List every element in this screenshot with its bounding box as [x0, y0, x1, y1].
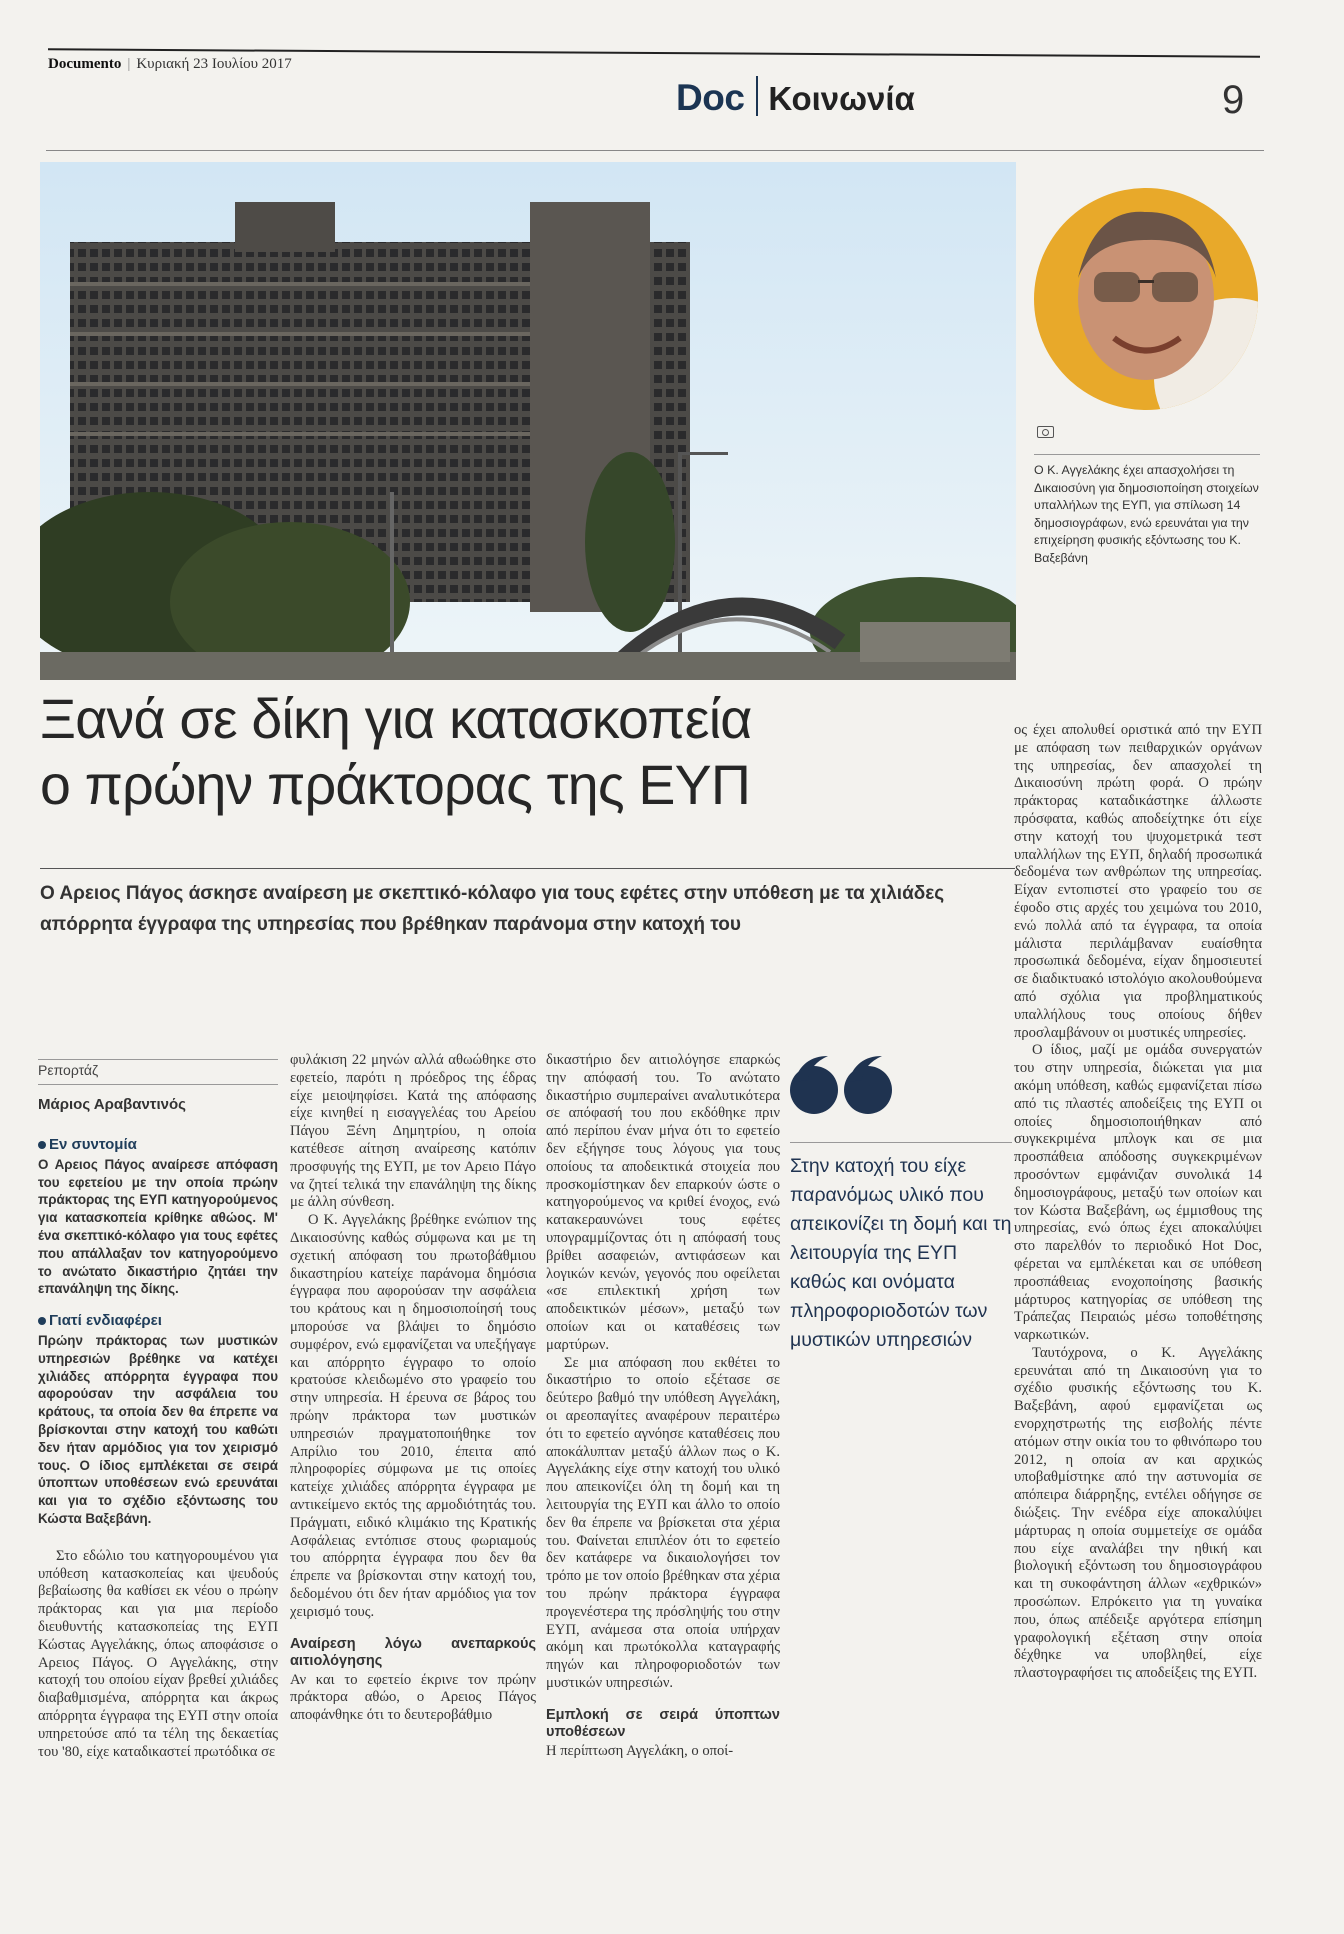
issue-date: Κυριακή 23 Ιουλίου 2017: [136, 56, 292, 72]
why-text: Πρώην πράκτορας των μυστικών υπηρεσιών βρέθηκε να κατέχει χιλιάδες απόρρητα έγγραφα που αφορούσαν την ασφάλεια του κράτους, τα οποία δεν θα έπρεπε να βρίσκονται στην κατοχή του καθώτι δεν ήταν αρμόδιος για τον χειρισμό τους. Ο ίδιος εμπλέκεται σε σειρά ύποπτων υποθέσεων ενώ ερευνάται και για το σχέδιο εξόντωσης του Κώστα Βαξεβάνη.: [38, 1332, 278, 1526]
article-paragraph: Στο εδώλιο του κατηγορουμένου για υπόθεση κατασκοπείας και ψευδούς βεβαίωσης θα καθίσει εκ νέου ο πρώην πράκτορας και για μια περίοδο διευθυντής κατασκοπείας της ΕΥΠ Κώστας Αγγελάκης, όπως αποφάσισε ο Αρειος Πάγος. Ο Αγγελάκης, στην κατοχή του οποίου είχαν βρεθεί χιλιάδες διαβαθμισμένα, απόρρητα και άκρως απόρρητα έγγραφα της ΕΥΠ στην οποία υπηρετούσε από τα τέλη της δεκαετίας του '80, είχε καταδικαστεί πρωτόδικα σε: [38, 1547, 278, 1760]
paper-name: Documento: [48, 56, 122, 72]
article-paragraph: Σε μια απόφαση που εκθέτει το δικαστήριο το οποίο εξέτασε σε δεύτερο βαθμό την υπόθεση Αγγελάκη, οι αρεοπαγίτες αναφέρουν περαιτέρω ότι το εφετείο αγνόησε καταθέσεις που αποκάλυπταν μεταξύ άλλων πως ο Κ. Αγγελάκης είχε στην κατοχή του υλικό που απεικονίζει όλη τη δομή και τη λειτουργία της ΕΥΠ και άλλο το οποίο δεν θα έπρεπε να βρίσκεται στα χέρια του. Φαίνεται επιπλέον ότι το εφετείο δεν κατάφερε να δικαιολογήσει τον τρόπο με τον οποίο βρέθηκαν στα χέρια του πρώην πράκτορα έγγραφα προγενέστερα της πρόσληψής του στην ΕΥΠ, ανάμεσα στα οποία υπήρχαν ακόμη και πρωτόκολλα καταγραφής πηγών και πληροφοριοδοτών των μυστικών υπηρεσιών.: [546, 1354, 780, 1691]
caption-rule: [1034, 454, 1260, 455]
summary-heading: Εν συντομία: [38, 1136, 278, 1154]
article-paragraph: φυλάκιση 22 μηνών αλλά αθωώθηκε στο εφετείο, παρότι η πρόεδρος της έδρας είχε μειοψηφίσει. Κατά της απόφασης είχε κινηθεί η εισαγγελέας του Αρείου Πάγου Ξένη Δημητρίου, η οποία κατέθεσε αίτηση αναίρεσης κατόπιν προσφυγής της ΕΥΠ, με τον Αρειο Πάγο να ζητεί τελικά την επανάληψη της δίκης με άλλη σύνθεση.: [290, 1052, 536, 1211]
subheadline: Ο Αρειος Πάγος άσκησε αναίρεση με σκεπτικό-κόλαφο για τους εφέτες στην υπόθεση με τα χιλιάδες απόρρητα έγγραφα της υπηρεσίας που βρέθηκαν παράνομα στην κατοχή του: [40, 883, 945, 935]
headline: [40, 686, 1020, 818]
column-1: [38, 1136, 278, 1761]
section-divider: [756, 76, 758, 116]
article-paragraph: Ταυτόχρονα, ο Κ. Αγγελάκης ερευνάται από τη Δικαιοσύνη για το σχέδιο φυσικής εξόντωσης του Κ. Βαξεβάνη, αφού εμφανίζεται ως ενορχηστρωτής της εισβολής πέντε ατόμων στην οικία του το φθινόπωρο του 2012, η οποία αν και αρχικώς υποβαθμίστηκε από την αστυνομία σε απόπειρα διάρρηξης, εντέλει οδήγησε σε διώξεις. Την ενέδρα είχε αποκαλύψει μάρτυρας η οποία συμμετείχε σε ομάδα που είχε αναλάβει την ηθική και βιολογική εξόντωση του δημοσιογράφου και τη συκοφάντηση άλλων «εχθρικών» προσώπων. Επρόκειτο για τη γυναίκα που, όπως απέδειξε αργότερα επίσημη γραφολογική εξέταση στην οποία δέχθηκε να υποβληθεί, είχε πλαστογραφήσει τις αποδείξεις της ΕΥΠ.: [1014, 1344, 1262, 1682]
camera-icon: [1037, 426, 1054, 438]
header-rule: [46, 150, 1264, 151]
bullet-dot-icon: [38, 1317, 46, 1325]
article-paragraph: ος έχει απολυθεί οριστικά από την ΕΥΠ με απόφαση των πειθαρχικών οργάνων της υπηρεσίας, δεν απασχολεί τη Δικαιοσύνη πρώτη φορά. Ο πρώην πράκτορας καταδικάστηκε άλλωστε πρόσφατα, καθώς αποδείχτηκε ότι είχε στην κατοχή του ψυχομετρικά τεστ υπαλλήλων της ΕΥΠ, δηλαδή προσωπικά δεδομένα των ανθρώπων της υπηρεσίας. Είχαν εντοπιστεί στο γραφείο του σε έφοδο στις αρχές του χειμώνα του 2010, ενώ πολλά από τα έγγραφα, τα οποία μάλιστα περιλάμβαναν ευαίσθητα προσωπικά δεδομένα, είχαν δημοσιευτεί σε διαδικτυακό ιστολόγιο ακολουθούμενα από σχόλια για προβληματικούς υπαλλήλους τους οποίους δήθεν προσλαμβάνουν οι μυστικές υπηρεσίες.: [1014, 722, 1262, 1041]
article-paragraph: Ο ίδιος, μαζί με ομάδα συνεργατών του στην υπηρεσία, διώκεται για μια ακόμη υπόθεση, καθώς εμφανίζεται πίσω από τις πλαστές αποδείξεις της ΕΥΠ οι οποίες δημοσιοποιήθηκαν από συγκεκριμένα μπλογκ και σε μια προσπάθεια απόδοσης συγκεκριμένων προσόντων εμφάνιζαν συνολικά 14 δημοσιογράφους, μεταξύ των οποίων και τον Κώστα Βαξεβάνη, ως έμμισθους της υπηρεσίας, ενώ όπως έχει αποκαλύψει στο παρελθόν το περιοδικό Hot Doc, φέρεται να εμπλέκεται και σε υπόθεση προσπάθειας ενοχοποίησης βασικής μάρτυρος κατηγορίας σε υπόθεση της Τράπεζας Πειραιώς μέσω τοποθέτησης ναρκωτικών.: [1014, 1042, 1262, 1344]
byline-label: Ρεπορτάζ: [38, 1062, 99, 1078]
byline-rule-top: [38, 1059, 278, 1060]
headline-line-1: Ξανά σε δίκη για κατασκοπεία: [40, 688, 752, 750]
why-heading: Γιατί ενδιαφέρει: [38, 1312, 278, 1330]
portrait-illustration: [1034, 188, 1258, 410]
article-subheading: Αναίρεση λόγω ανεπαρκούς αιτιολόγησης: [290, 1635, 536, 1669]
byline-rule-bottom: [38, 1084, 278, 1085]
main-photo: [40, 162, 1016, 680]
column-5: [1014, 722, 1262, 1683]
quote-mark-icon: [788, 1052, 898, 1122]
article-paragraph: Ο Κ. Αγγελάκης βρέθηκε ενώπιον της Δικαιοσύνης καθώς σύμφωνα και με τη σχετική απόφαση του πρωτοβάθμιου δικαστηρίου κατείχε παράνομα δημόσια έγγραφα που αφορούσαν την ασφάλεια του κράτους και η δημοσιοποίησή τους μπορούσε να βλάψει το δημόσιο συμφέρον, ενώ εμφανίζεται να υπεξήγαγε και απόρρητο έγγραφο το οποίο κρατούσε κλειδωμένο στο γραφείο του στην υπηρεσία. Η έρευνα σε βάρος του πρώην πράκτορα των μυστικών υπηρεσιών πραγματοποιήθηκε τον Απρίλιο του 2010, έπειτα από πληροφορίες σύμφωνα με τις οποίες κατείχε χιλιάδες απόρρητα έγγραφα με αντικείμενο εκτός της αρμοδιότητάς του. Πράγματι, ειδικό κλιμάκιο της Κρατικής Ασφάλειας εντόπισε στους φωριαμούς του απόρρητα έγγραφα που δεν θα έπρεπε να βρίσκονται στην κατοχή του, δεδομένου ότι δεν ήταν αρμόδιος για τον χειρισμό τους.: [290, 1212, 536, 1620]
byline-author: Μάριος Αραβαντινός: [38, 1096, 186, 1113]
portrait-photo: [1034, 188, 1258, 410]
headline-rule: [40, 868, 1015, 869]
section-header: [676, 76, 915, 119]
masthead: Documento | Κυριακή 23 Ιουλίου 2017: [48, 56, 292, 72]
page-number: 9: [1222, 78, 1245, 122]
section-brand: Doc: [676, 77, 745, 118]
article-subheading: Εμπλοκή σε σειρά ύποπτων υποθέσεων: [546, 1706, 780, 1740]
article-paragraph: Η περίπτωση Αγγελάκη, ο οποί-: [546, 1742, 734, 1759]
pull-quote: Στην κατοχή του είχε παρανόμως υλικό που απεικονίζει τη δομή και τη λειτουργία της ΕΥΠ καθώς και ονόματα πληροφοριοδοτών των μυστικών υπηρεσιών: [790, 1155, 1012, 1351]
article-paragraph: δικαστήριο δεν αιτιολόγησε επαρκώς την απόφασή του. Το ανώτατο δικαστήριο συμπεραίνει αναλυτικότερα σε απόφασή του που εκδόθηκε πριν από περίπου έναν μήνα ότι το εφετείο δεν εξήγησε τους λόγους για τους οποίους τα αποδεικτικά στοιχεία που προσκομίστηκαν δεν επαρκούν ώστε ο κατηγορούμενος να κριθεί ένοχος, ενώ κατακεραυνώνει τους εφέτες υπογραμμίζοντας ότι η απόφασή τους βρίθει ασαφειών, αντιφάσεων και λογικών κενών, γεγονός που οφείλεται «σε επιλεκτική χρήση των αποδεικτικών μέσων», μεταξύ των οποίων και οι καταθέσεις των μαρτύρων.: [546, 1052, 780, 1353]
section-name: Κοινωνία: [768, 80, 915, 117]
building-photo-illustration: [40, 162, 1016, 680]
headline-line-2: ο πρώην πράκτορας της ΕΥΠ: [40, 754, 751, 816]
column-3: [546, 1052, 780, 1760]
quote-rule: [790, 1142, 1012, 1143]
article-paragraph: Αν και το εφετείο έκρινε τον πρώην πράκτορα αθώο, ο Αρειος Πάγος αποφάνθηκε ότι το δευτεροβάθμιο: [290, 1671, 536, 1724]
column-2: [290, 1052, 536, 1725]
photo-caption: Ο Κ. Αγγελάκης έχει απασχολήσει τη Δικαιοσύνη για δημοσιοποίηση στοιχείων υπαλλήλων της ΕΥΠ, για σπίλωση 14 δημοσιογράφων, ενώ ερευνάται για την επιχείρηση φυσικής εξόντωσης του Κ. Βαξεβάνη: [1034, 463, 1259, 565]
bullet-dot-icon: [38, 1141, 46, 1149]
summary-text: Ο Αρειος Πάγος αναίρεσε απόφαση του εφετείου με την οποία πρώην πράκτορας της ΕΥΠ κατηγορούμενος για κατασκοπεία κρίθηκε αθώος. Μ' ένα σκεπτικό-κόλαφο για τους εφέτες που απάλλαξαν τον κατηγορούμενο το ανώτατο δικαστήριο ζητάει την επανάληψη της δίκης.: [38, 1156, 278, 1297]
